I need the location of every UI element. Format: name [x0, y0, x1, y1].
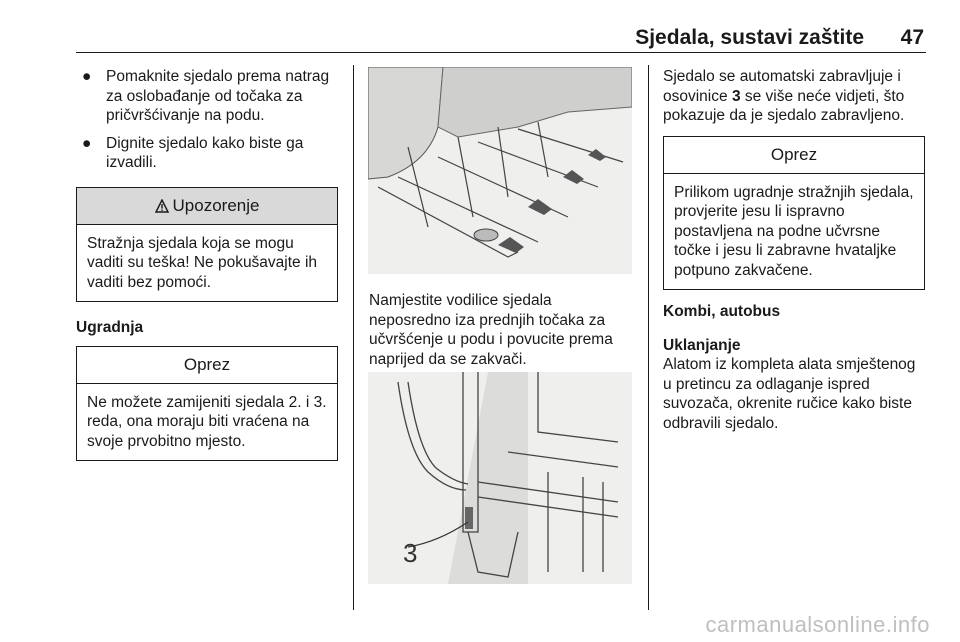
- caution-text: Prilikom ugradnje stražnjih sjedala, provjerite jesu li ispravno postavljena na podne učvrsne točke i jesu li zabravne hvataljke potpuno zakvačene.: [674, 183, 914, 279]
- warning-header: [77, 188, 337, 225]
- column-right: [663, 67, 925, 433]
- column-middle-text: [369, 291, 635, 369]
- subheading-installation: Ugradnja: [76, 319, 144, 336]
- warning-triangle-icon: [155, 199, 169, 213]
- caution-box: [76, 346, 338, 462]
- column-divider: [353, 65, 354, 610]
- watermark: carmanualsonline.info: [705, 612, 930, 637]
- section-heading-van: Kombi, autobus: [663, 303, 781, 320]
- seat-rail-illustration: [368, 67, 632, 274]
- bullet-dot: ●: [82, 134, 92, 152]
- page-header: [76, 24, 926, 53]
- column-divider: [648, 65, 649, 610]
- warning-title: Upozorenje: [172, 195, 260, 215]
- caution-header: Oprez: [77, 347, 337, 384]
- installation-instruction: Namjestite vodilice sjedala neposredno iza prednjih točaka za učvršćenje u podu i povucite prema naprijed da se zakvači.: [369, 292, 613, 368]
- column-left: [76, 67, 338, 461]
- warning-text: Stražnja sjedala koja se mogu vaditi su teška! Ne pokušavajte ih vaditi bez pomoći.: [87, 234, 318, 291]
- page-number: 47: [900, 26, 924, 49]
- bullet-dot: ●: [82, 68, 92, 85]
- caution-header: Oprez: [664, 137, 924, 174]
- caution-text: Ne možete zamijeniti sjedala 2. i 3. reda, ona moraju biti vraćena na svoje prvobitno mjesto.: [87, 393, 327, 450]
- subheading-removal: Uklanjanje: [663, 336, 741, 354]
- warning-box: [76, 187, 338, 303]
- list-item: ● Dignite sjedalo kako biste ga izvadili.: [82, 134, 304, 171]
- seat-lock-illustration: [368, 372, 632, 584]
- section-title: Sjedala, sustavi zaštite: [635, 26, 864, 49]
- caution-box-right: [663, 136, 925, 291]
- lock-confirmation-text: Sjedalo se automatski zabravljuje i osovinice 3 se više neće vidjeti, što pokazuje da je sjedalo zabravljeno.: [663, 68, 905, 124]
- figure-callout-3: 3: [403, 538, 418, 568]
- removal-instruction: Alatom iz kompleta alata smještenog u pretincu za odlaganje ispred suvozača, okrenite ručice kako biste odbravili sjedalo.: [663, 356, 916, 432]
- list-item: ● Pomaknite sjedalo prema natrag za oslobađanje od točaka za pričvršćivanje na podu.: [82, 68, 330, 124]
